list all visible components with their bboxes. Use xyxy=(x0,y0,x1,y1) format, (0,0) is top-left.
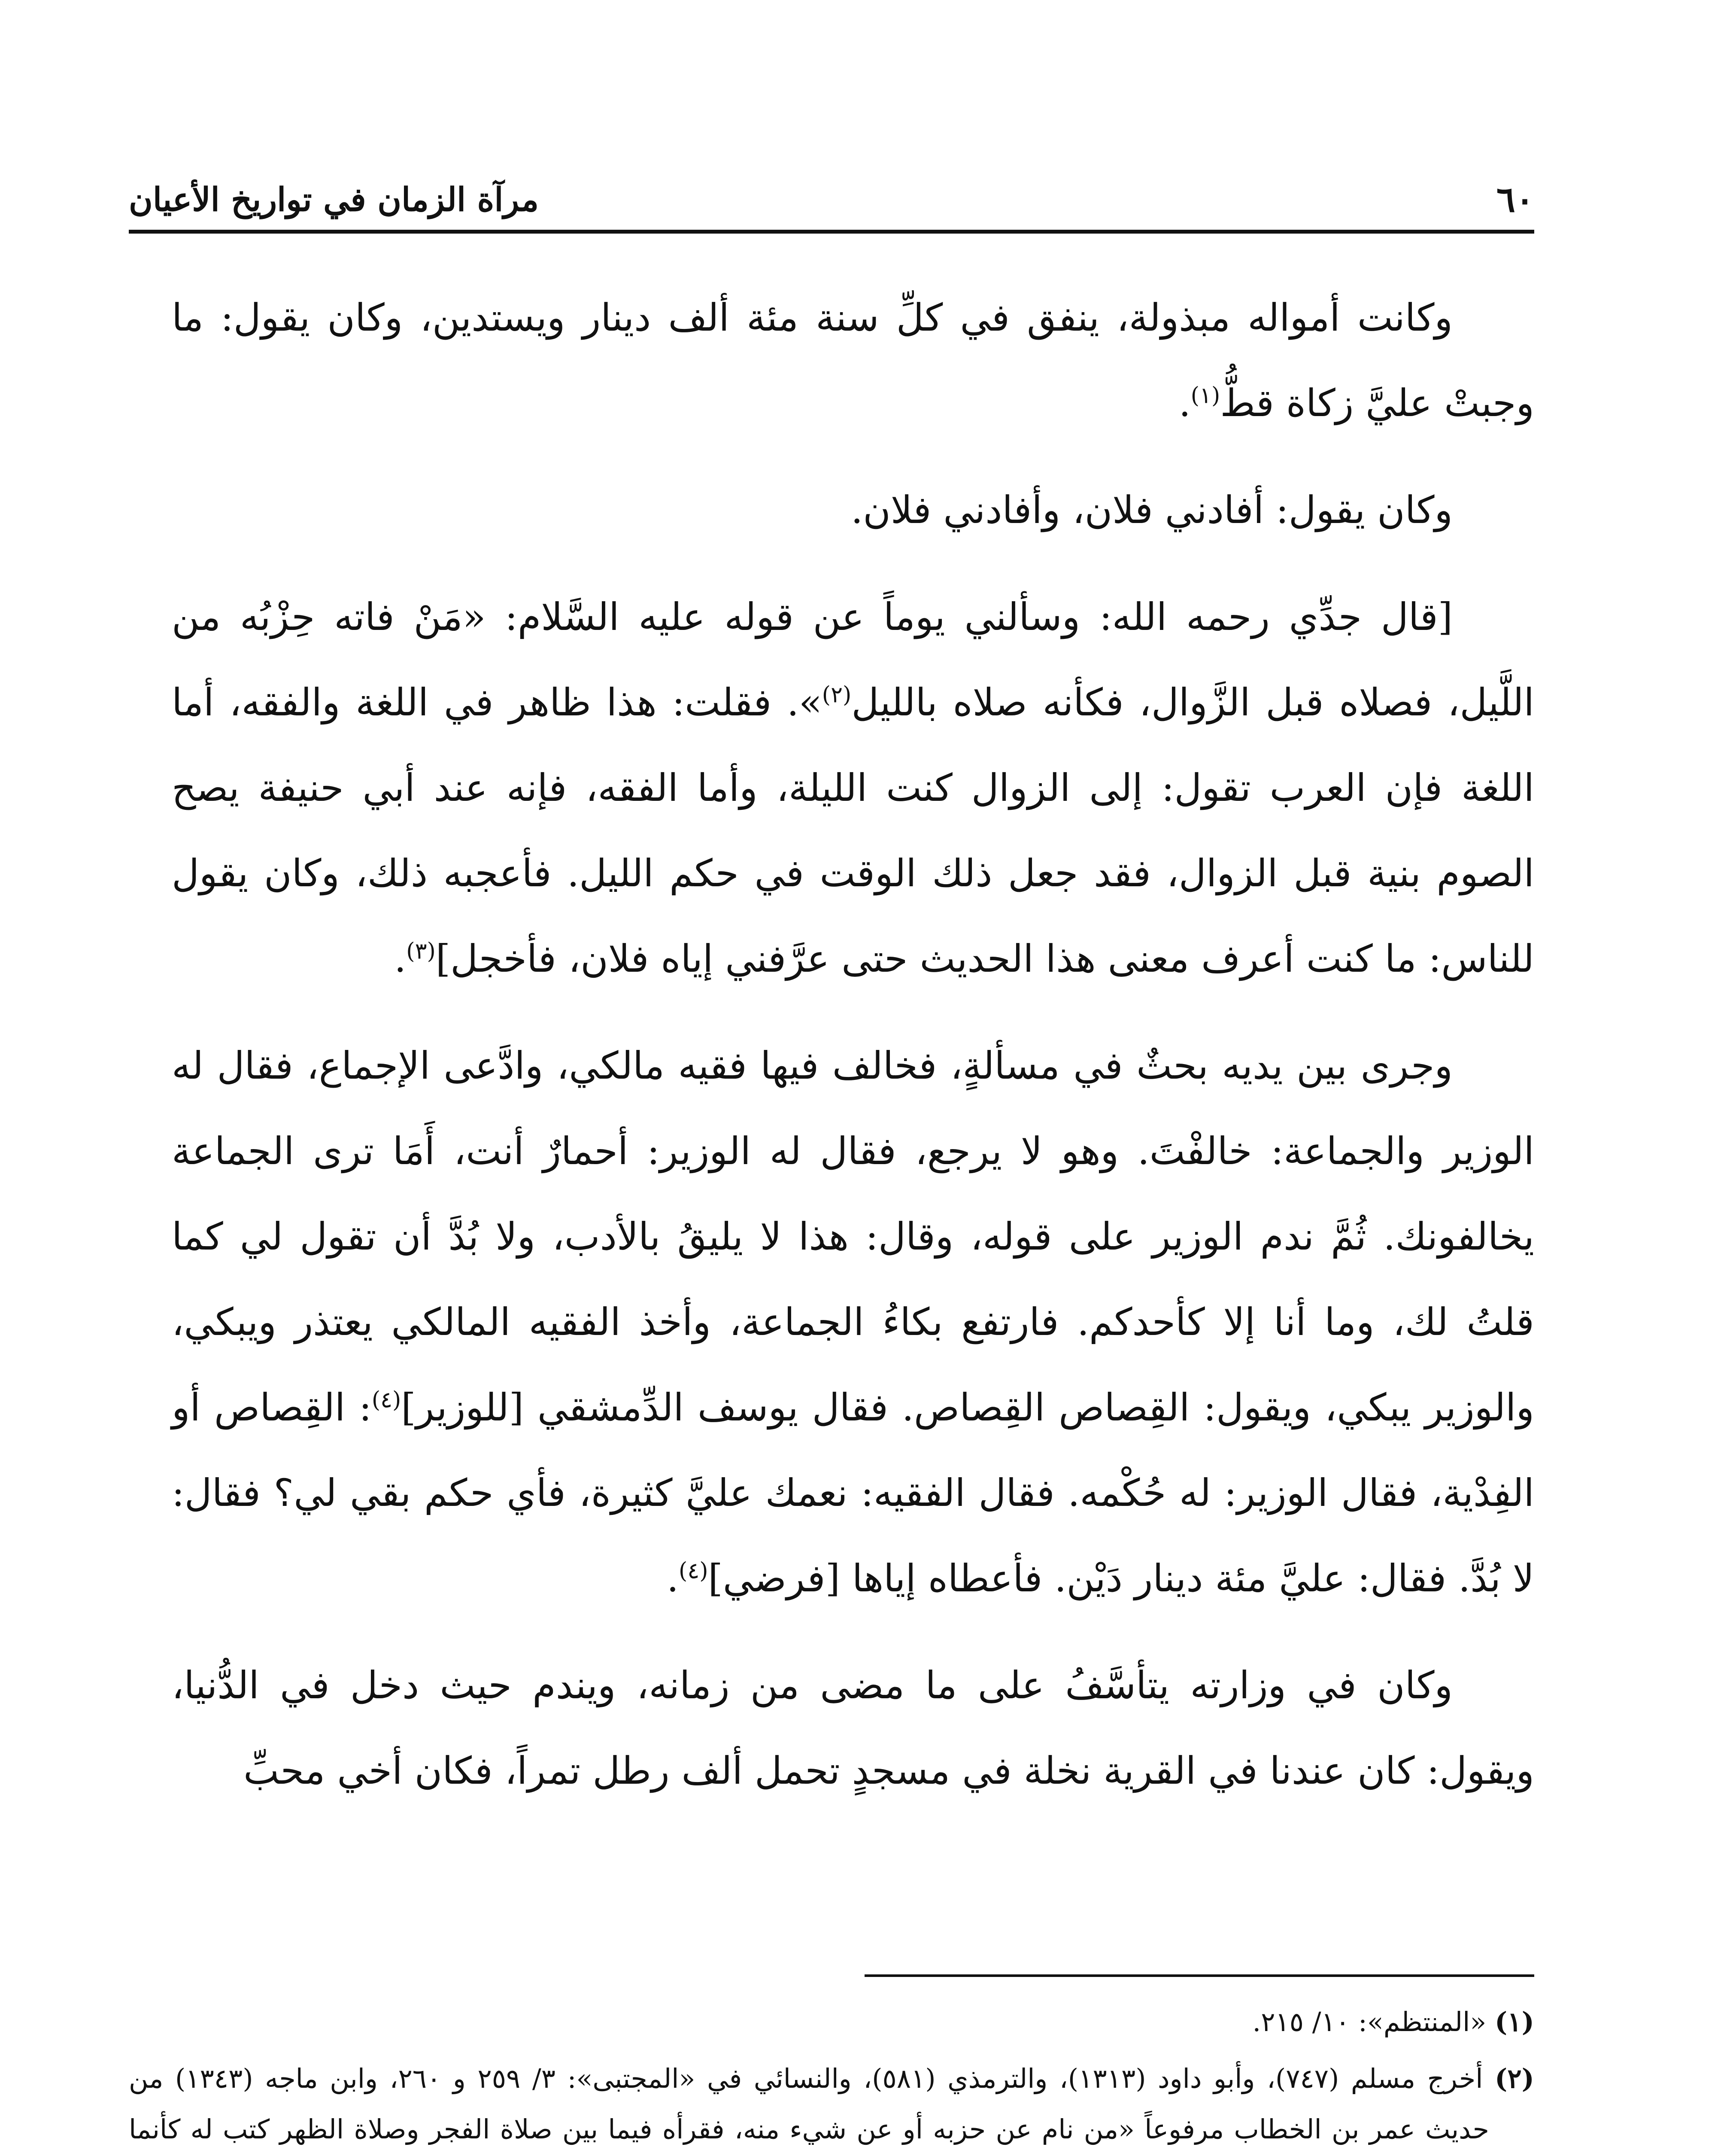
footnote-text: أخرج مسلم (٧٤٧)، وأبو داود (١٣١٣)، والترمذي (٥٨١)، والنسائي في «المجتبى»: ٣/ ٢٥٩ و ٢٦٠، وابن ماجه (١٣٤٣) من حديث عمر بن الخطاب مرفوعاً «من نام عن حزبه أو عن شيء منه، فقرأه فيما بين صلاة الفجر وصلاة الظهر كتب له كأنما xyxy=(129,2063,1489,2145)
paragraph xyxy=(172,275,1534,446)
footnote-ref: (٤) xyxy=(371,1387,401,1413)
paragraph xyxy=(172,467,1534,553)
book-title: مرآة الزمان في تواريخ الأعيان xyxy=(129,180,539,219)
page-number: ٦٠ xyxy=(1496,179,1534,220)
text-run: وكان يقول: أفادني فلان، وأفادني فلان. xyxy=(851,488,1453,532)
footnote-ref: (٣) xyxy=(406,938,436,964)
main-text xyxy=(172,275,1534,1813)
footnote-number: (٢) xyxy=(1495,2063,1535,2094)
footnotes xyxy=(129,1997,1534,2147)
text-run: وكانت أمواله مبذولة، ينفق في كلِّ سنة مئة ألف دينار ويستدين، وكان يقول: ما وجبتْ عليَّ زكاة قطُّ xyxy=(172,295,1534,425)
footnote-divider xyxy=(865,1974,1534,1977)
footnote xyxy=(129,1997,1534,2047)
footnote-ref: (٤) xyxy=(679,1558,708,1584)
text-run: : القِصاص أو الفِدْية، فقال الوزير: له حُكْمه. فقال الفقيه: نعمك عليَّ كثيرة، فأي حكم بقي لي؟ فقال: لا بُدَّ. فقال: عليَّ مئة دينار دَيْن. فأعطاه إياها [فرضي] xyxy=(172,1385,1534,1600)
text-run: . xyxy=(667,1556,679,1600)
footnote-ref: (١) xyxy=(1190,383,1220,409)
text-run: وكان في وزارته يتأسَّفُ على ما مضى من زمانه، ويندم حيث دخل في الدُّنيا، ويقول: كان عندنا في القرية نخلة في مسجدٍ تحمل ألف رطل تمراً، فكان أخي محبِّ xyxy=(172,1663,1534,1793)
text-run: [قال جدِّي رحمه الله: وسألني يوماً عن قوله عليه السَّلام: «مَنْ فاته حِزْبُه من اللَّيل، فصلاه قبل الزَّوال، فكأنه صلاه بالليل xyxy=(172,595,1535,724)
paragraph xyxy=(172,574,1534,1001)
paragraph xyxy=(172,1642,1534,1813)
footnote-ref: (٢) xyxy=(822,682,852,708)
footnote-number: (١) xyxy=(1495,2006,1534,2038)
footnote-text: «المنتظم»: ١٠/ ٢١٥. xyxy=(1252,2006,1487,2038)
paragraph xyxy=(172,1023,1534,1621)
text-run: . xyxy=(1178,381,1191,425)
text-run: ». فقلت: هذا ظاهر في اللغة والفقه، أما اللغة فإن العرب تقول: إلى الزوال كنت الليلة، وأما الفقه، فإنه عند أبي حنيفة يصح الصوم بنية قبل الزوال، فقد جعل ذلك الوقت في حكم الليل. فأعجبه ذلك، وكان يقول للناس: ما كنت أعرف معنى هذا الحديث حتى عرَّفني إياه فلان، فأخجل] xyxy=(172,680,1534,981)
footnote xyxy=(129,2053,1534,2147)
text-run: وجرى بين يديه بحثٌ في مسألةٍ، فخالف فيها فقيه مالكي، وادَّعى الإجماع، فقال له الوزير والجماعة: خالفْتَ. وهو لا يرجع، فقال له الوزير: أحمارٌ أنت، أَمَا ترى الجماعة يخالفونك. ثُمَّ ندم الوزير على قوله، وقال: هذا لا يليقُ بالأدب، ولا بُدَّ أن تقول لي كما قلتُ لك، وما أنا إلا كأحدكم. فارتفع بكاءُ الجماعة، وأخذ الفقيه المالكي يعتذر ويبكي، والوزير يبكي، ويقول: القِصاص القِصاص. فقال يوسف الدِّمشقي [للوزير] xyxy=(172,1043,1534,1429)
running-header xyxy=(129,170,1534,234)
text-run: . xyxy=(394,937,407,981)
